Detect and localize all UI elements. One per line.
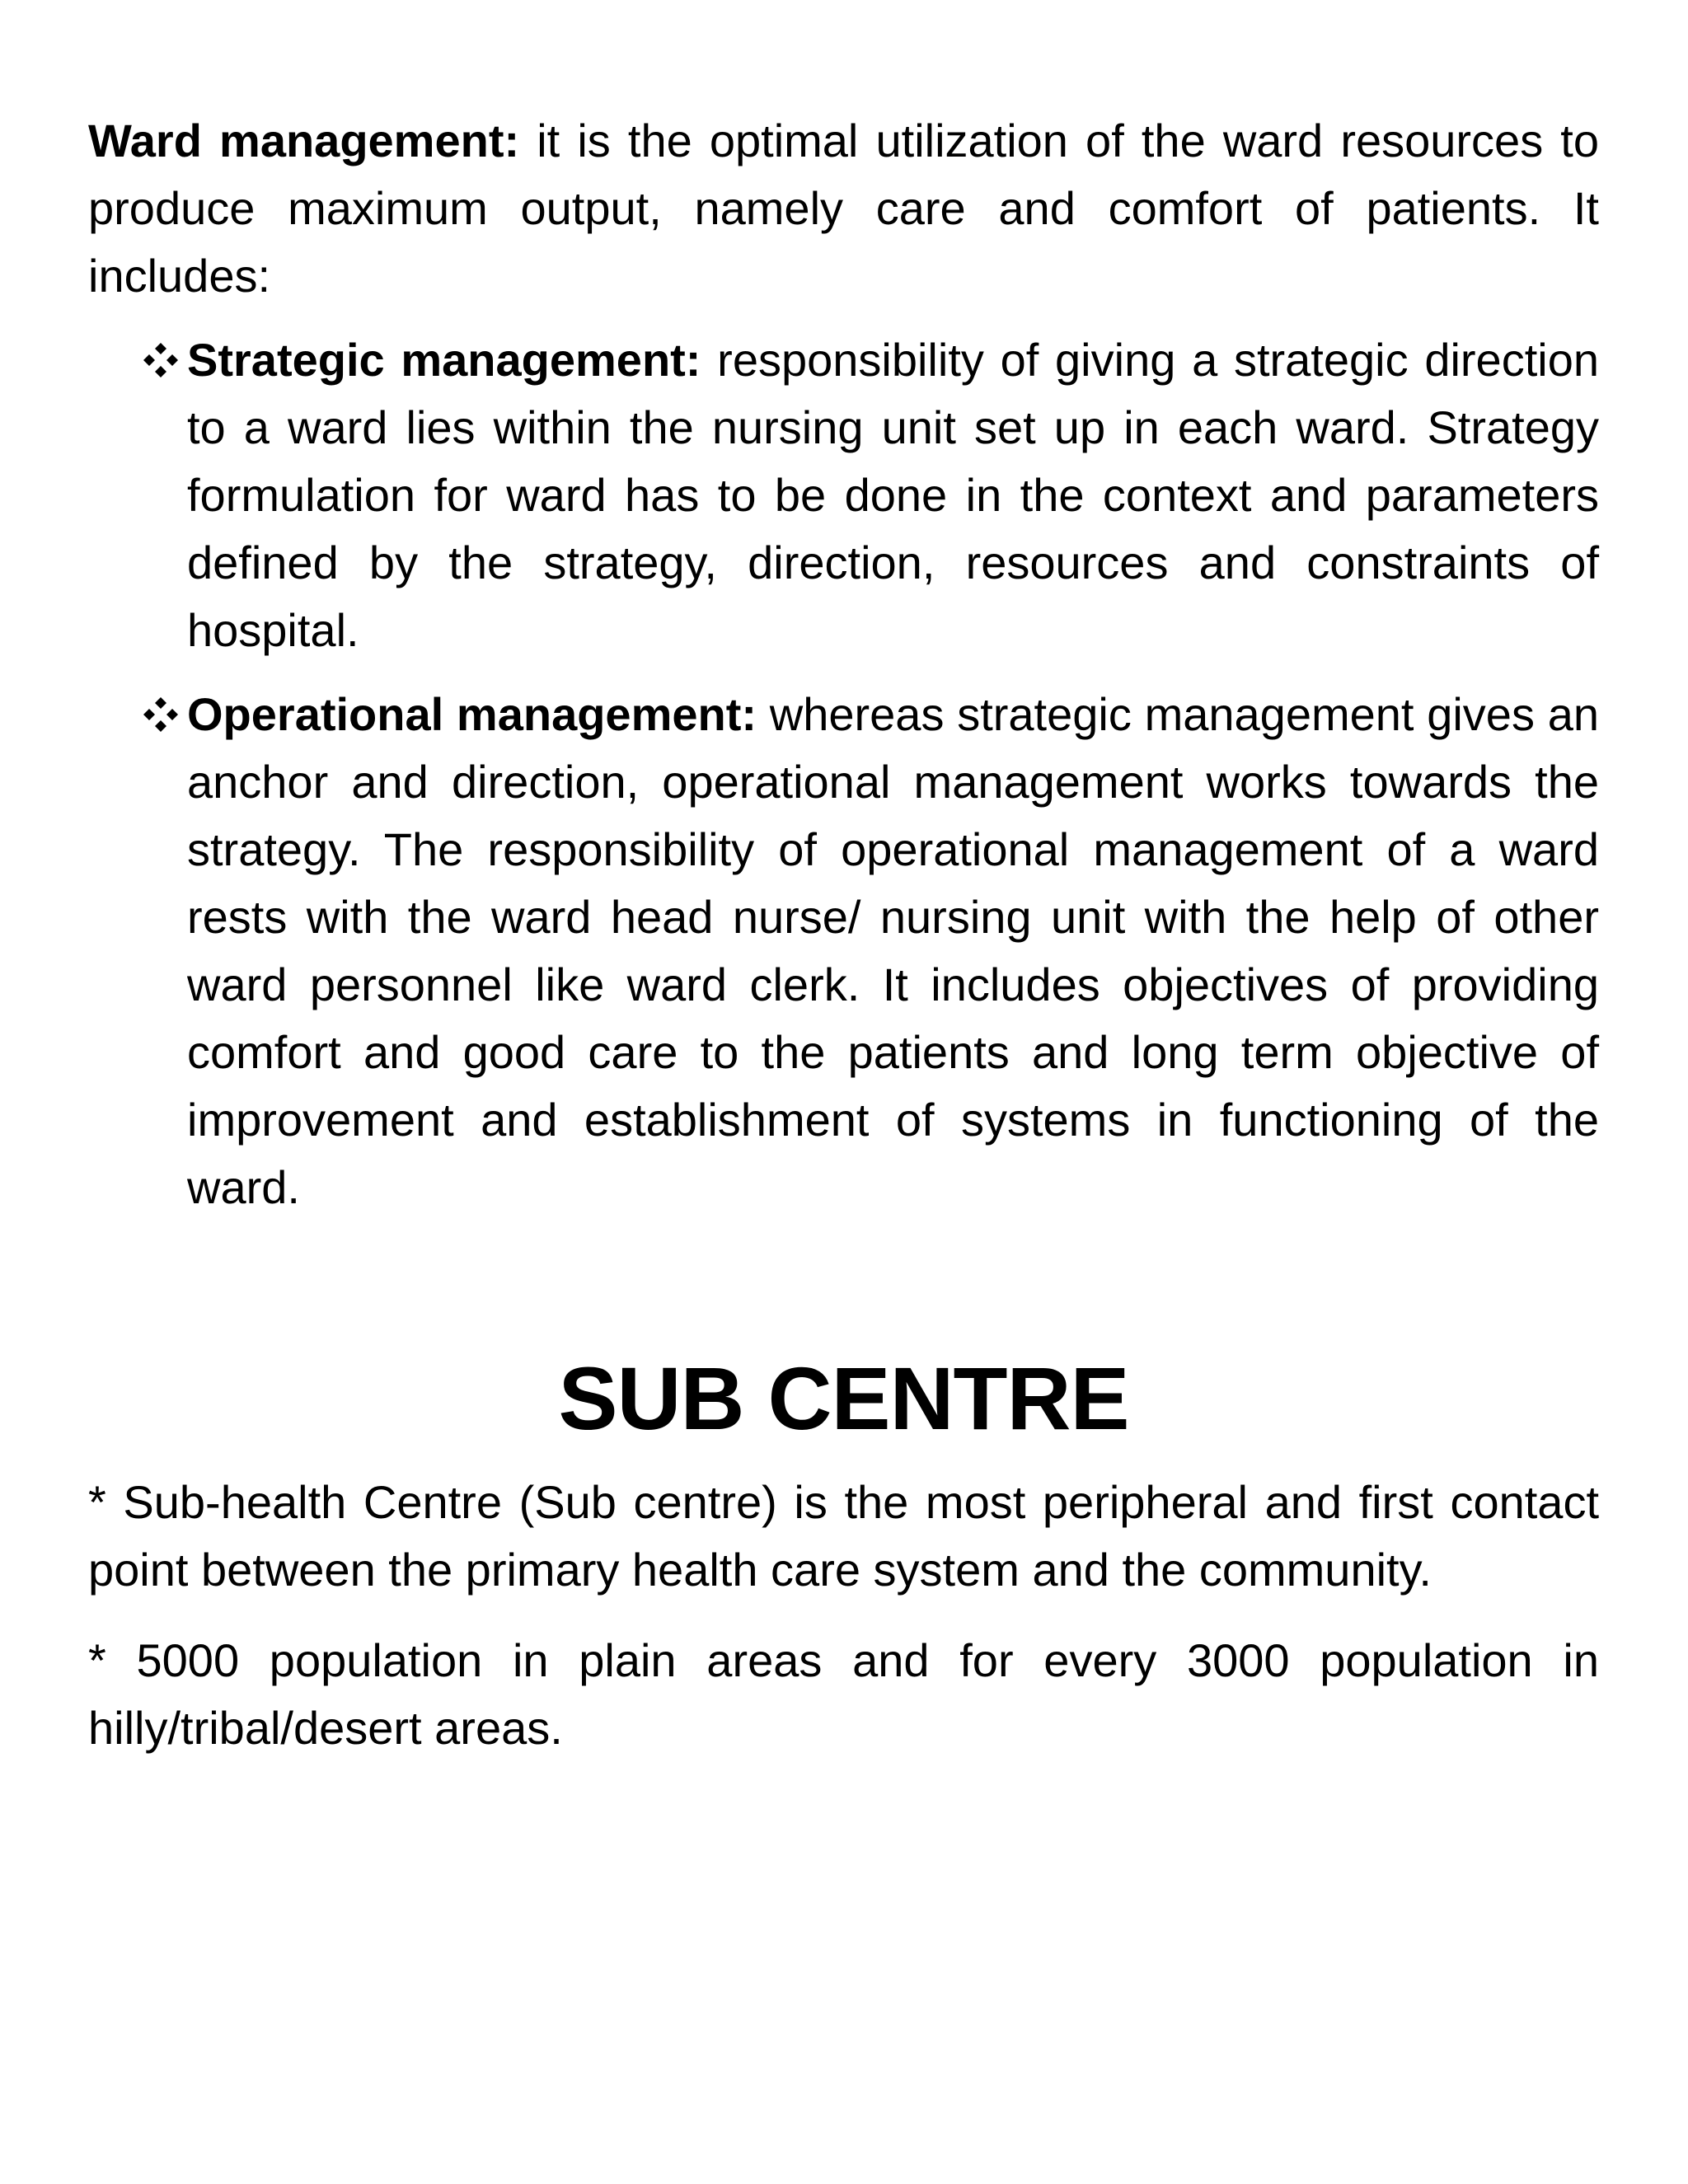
list-item-strategic: [88, 326, 1599, 664]
strategic-term: Strategic management:: [187, 334, 701, 386]
strategic-text: responsibility of giving a strategic direction to a ward lies within the nursing unit set up in each ward. Strategy formulation for ward has to be done in the context and parameters defined by the strategy, direction, resources and constraints of hospital.: [187, 334, 1599, 656]
four-diamond-bullet-icon: [142, 326, 187, 394]
intro-text: it is the optimal utilization of the ward resources to produce maximum output, namely care and comfort of patients. It includes:: [88, 115, 1600, 302]
operational-term: Operational management:: [187, 688, 757, 740]
list-item-operational: [88, 681, 1599, 1221]
four-diamond-bullet-icon: [142, 681, 187, 748]
section-heading: SUB CENTRE: [558, 1348, 1129, 1448]
management-types-list: [88, 326, 1599, 1221]
sub-centre-point-1: * Sub-health Centre (Sub centre) is the most peripheral and first contact point between the primary health care system and the community.: [88, 1476, 1599, 1596]
intro-paragraph: [88, 107, 1599, 310]
operational-text: whereas strategic management gives an anchor and direction, operational management works towards the strategy. The responsibility of operational management of a ward rests with the ward head nurse/ nursing unit with the help of other ward personnel like ward clerk. It includes objectives of providing comfort and good care to the patients and long term objective of improvement and establishment of systems in functioning of the ward.: [187, 688, 1599, 1213]
intro-term: Ward management:: [88, 115, 520, 166]
document-page: [88, 107, 1599, 1762]
sub-centre-point-2: * 5000 population in plain areas and for every 3000 population in hilly/tribal/desert areas.: [88, 1634, 1599, 1754]
